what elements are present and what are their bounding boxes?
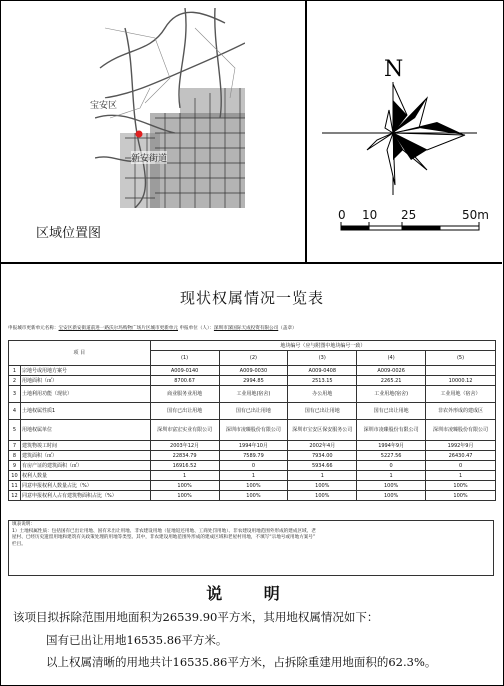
map-caption: 区域位置图 [36,226,102,241]
table-cell: 100% [219,491,288,501]
table-cell: 7589.79 [219,451,288,461]
seal-note: （盖章） [278,326,297,331]
row-number: 4 [9,403,21,420]
table-cell: 2265.21 [357,376,426,386]
table-cell: 0 [357,461,426,471]
table-cell: 5227.56 [357,451,426,461]
table-cell: 国有已出让用地 [150,403,219,420]
table-row [9,376,496,386]
row-number: 12 [9,491,21,501]
location-map [95,8,245,208]
table-cell: 深圳市凌臻股份有限公司 [219,420,288,441]
north-label: N [384,57,404,82]
row-label: 用地面积（㎡） [20,376,150,386]
table-row [9,471,496,481]
scale-label-50: 50m [462,208,489,222]
table-cell: 非农外形成的建成区 [426,403,496,420]
table-cell: 工业用地（宿舍） [426,386,496,403]
table-cell: 1 [288,471,357,481]
col-header: (5) [426,351,496,366]
table-cell: 1994年10月 [219,441,288,451]
table-cell: 深圳市凌臻股份有限公司 [426,420,496,441]
table-row [9,461,496,471]
table-cell: A009-0030 [219,366,288,376]
table-row [9,420,496,441]
notes-box [8,520,494,576]
row-label: 用地权属单位 [20,420,150,441]
table-cell: 26430.47 [426,451,496,461]
table-cell: 22834.79 [150,451,219,461]
row-number: 10 [9,471,21,481]
unit-name-label: 申报城市更新单元名称： [8,326,59,331]
explanation-line: 以上权属清晰的用地共计16535.86平方米，占拆除重建用地面积的62.3%。 [46,655,437,669]
row-label: 建筑面积（㎡） [20,451,150,461]
table-cell: 16916.52 [150,461,219,471]
row-number: 1 [9,366,21,376]
item-header: 项 目 [9,341,151,366]
table-cell: A009-0408 [288,366,357,376]
table-cell: 国有已出让用地 [357,403,426,420]
applicant-label: 申报单位（人）： [178,326,214,331]
table-cell: 100% [357,481,426,491]
scale-label-0: 0 [338,208,346,222]
table-cell: 100% [357,491,426,501]
table-cell: 工业用地(宿舍) [219,386,288,403]
table-cell: 商业服务业用地 [150,386,219,403]
table-row [9,441,496,451]
applicant-name: 深圳市深国际天成投资有限公司 [213,326,279,331]
table-cell: 1 [426,471,496,481]
top-panel [0,0,502,264]
compass-scale-panel [307,0,502,262]
district-label: 宝安区 [90,98,117,111]
table-cell: 工业用地(宿舍) [357,386,426,403]
col-header: (4) [357,351,426,366]
table-row [9,386,496,403]
table-cell: 100% [219,481,288,491]
location-map-panel [0,0,307,262]
row-number: 3 [9,386,21,403]
unit-name: 宝安区新安街道前进一路沃尔玛购物广场片区城市更新单元 [58,326,178,331]
table-cell: A009-0140 [150,366,219,376]
table-cell: 1 [357,471,426,481]
table-row [9,491,496,501]
table-cell: 5934.66 [288,461,357,471]
table-cell: 100% [150,491,219,501]
table-cell: 100% [288,481,357,491]
row-label: 宗地号或用地方案号 [20,366,150,376]
table-cell: 深圳市凌臻股份有限公司 [357,420,426,441]
col-header: (1) [150,351,219,366]
scale-label-10: 10 [362,208,378,222]
table-cell: 2003年12月 [150,441,219,451]
row-number: 5 [9,420,21,441]
table-cell: 深圳市富宏实业有限公司 [150,420,219,441]
applicant-info [8,326,496,332]
scale-bar [341,222,479,230]
table-cell: 2002年4月 [288,441,357,451]
north-arrow-icon [307,0,502,262]
row-number: 8 [9,451,21,461]
row-label: 权利人数量 [20,471,150,481]
table-cell: 国有已出让用地 [219,403,288,420]
row-label: 土地权属性质1 [20,403,150,420]
row-number: 11 [9,481,21,491]
table-cell: 0 [219,461,288,471]
notes-text: 栏目。 [12,541,26,547]
notes-heading: 填表说明： [12,522,35,527]
table-title: 现状权属情况一览表 [179,289,324,307]
row-number: 7 [9,441,21,451]
table-cell: 100% [426,491,496,501]
col-header: (2) [219,351,288,366]
parcel-group-header: 地块编号（应与附图中地块编号一致） [150,341,495,351]
table-cell: 国有已出让用地 [288,403,357,420]
table-cell: 1992年9月 [426,441,496,451]
notes-text: 屋村、已经历史遗留用地和建筑有关政策处理的用地等类型。其中，非农建设用地范围外形成的建成区域和老屋村用地，不填写“宗地号或用地方案号” [12,535,316,540]
table-row [9,481,496,491]
ownership-table [8,340,496,501]
row-number: 9 [9,461,21,471]
row-label: 同意申报权利人占有建筑物面积占比（%） [20,491,150,501]
table-cell: A009-0026 [357,366,426,376]
table-cell: 100% [288,491,357,501]
col-header: (3) [288,351,357,366]
row-number: 2 [9,376,21,386]
table-cell: 办公用地 [288,386,357,403]
table-cell: 1 [150,471,219,481]
table-row [9,451,496,461]
table-cell: 0 [426,461,496,471]
table-row [9,403,496,420]
table-cell: 10000.12 [426,376,496,386]
table-cell: 2994.85 [219,376,288,386]
row-label: 同意申报权利人数量占比（%） [20,481,150,491]
explanation-line: 该项目拟拆除范围用地面积为26539.90平方米，其用地权属情况如下： [13,610,379,624]
table-cell: 100% [426,481,496,491]
table-cell: 1994年9月 [357,441,426,451]
row-label: 土地利用功能（现状） [20,386,150,403]
site-label: 新安街道 [131,151,167,164]
row-label: 有房产证的建筑面积（㎡） [20,461,150,471]
table-row [9,366,496,376]
table-cell [426,366,496,376]
table-cell: 8700.67 [150,376,219,386]
table-cell: 1 [219,471,288,481]
explanation-line: 国有已出让用地16535.86平方米。 [46,633,228,647]
table-cell: 深圳市宝安区保安服务公司 [288,420,357,441]
explanation-title: 说 明 [206,584,298,603]
table-cell: 100% [150,481,219,491]
row-label: 建筑物竣工时间 [20,441,150,451]
notes-text: 1）土地权属性质：包括国有已出让用地、国有未出让用地、非农建设用地（征地返还用地、工商处罚用地）、非农建设用地范围外形成的建成区域、老 [12,528,316,534]
table-cell: 2513.15 [288,376,357,386]
scale-label-25: 25 [401,208,417,222]
table-cell: 7934.00 [288,451,357,461]
